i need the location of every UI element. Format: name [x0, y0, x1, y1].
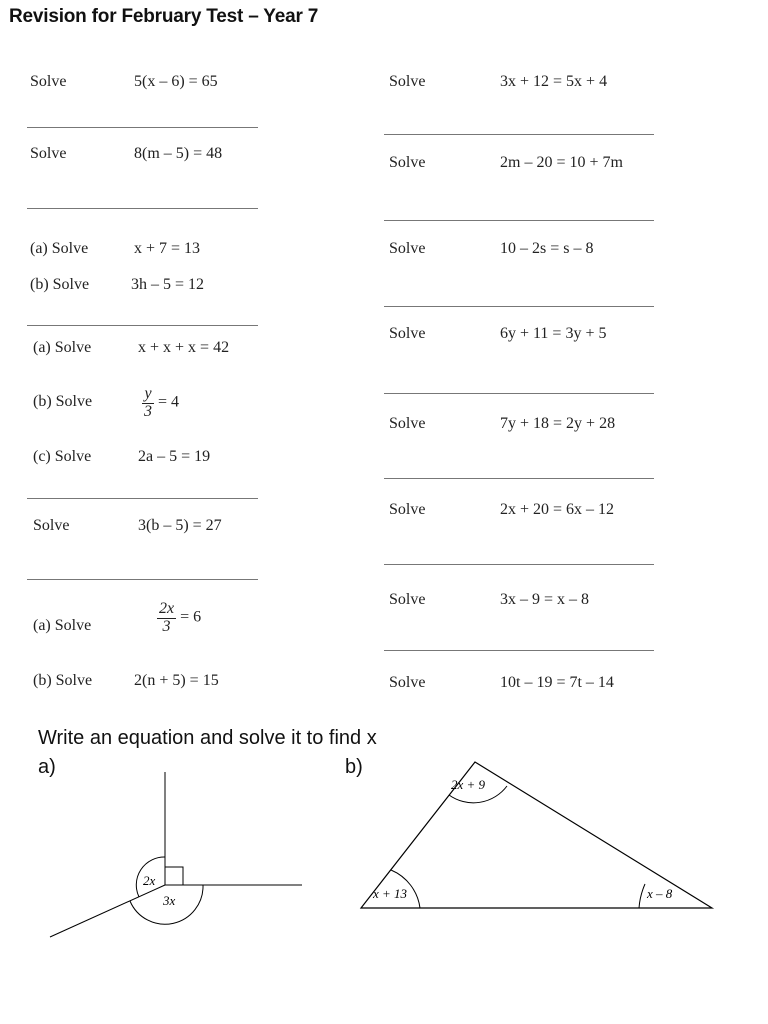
- question-label: (a) Solve: [33, 339, 92, 356]
- question-label: (b) Solve: [33, 672, 93, 689]
- top-angle-label: 2x + 9: [451, 777, 486, 792]
- angle-label-3x: 3x: [163, 893, 176, 908]
- question-equation: 6y + 11 = 3y + 5: [500, 325, 607, 342]
- question-label: Solve: [389, 501, 426, 518]
- question-label: (b) Solve: [33, 393, 93, 410]
- question-label: Solve: [30, 145, 67, 162]
- question-equation: 2a – 5 = 19: [138, 448, 211, 465]
- question-equation: 3h – 5 = 12: [131, 276, 205, 293]
- part-a-label: a): [38, 756, 56, 778]
- fraction-numerator: y: [142, 386, 154, 404]
- question-equation: = 4: [154, 393, 180, 411]
- fraction-denominator: 3: [162, 618, 171, 635]
- angle-label-2x: 2x: [143, 873, 156, 888]
- question-equation: 10 – 2s = s – 8: [500, 240, 594, 257]
- left-angle-label: x + 13: [373, 886, 408, 901]
- question-label: (c) Solve: [33, 448, 92, 465]
- question-equation: 7y + 18 = 2y + 28: [500, 415, 616, 432]
- question-equation: 3x – 9 = x – 8: [500, 591, 590, 608]
- question-label: Solve: [389, 325, 426, 342]
- fraction-numerator: 2x: [159, 600, 175, 617]
- question-equation: 10t – 19 = 7t – 14: [500, 674, 614, 691]
- question-label: Solve: [389, 240, 426, 257]
- question-label: Solve: [33, 517, 70, 534]
- right-angle-arc: [639, 884, 645, 908]
- question-label: Solve: [389, 73, 426, 90]
- question-label: Solve: [389, 154, 426, 171]
- task-instruction: Write an equation and solve it to find x: [38, 727, 377, 749]
- question-label: Solve: [30, 73, 67, 90]
- question-equation: 3x + 12 = 5x + 4: [500, 73, 608, 90]
- question-label: Solve: [389, 415, 426, 432]
- question-label: Solve: [389, 591, 426, 608]
- fraction-denominator: 3: [144, 403, 152, 420]
- question-equation: = 6: [176, 608, 202, 626]
- question-equation: x + x + x = 42: [138, 339, 230, 356]
- question-label: (a) Solve: [33, 617, 92, 634]
- right-angle-label: x – 8: [647, 886, 673, 901]
- question-label: Solve: [389, 674, 426, 691]
- question-label: (a) Solve: [30, 240, 89, 257]
- question-label: (b) Solve: [30, 276, 90, 293]
- part-b-label: b): [345, 756, 363, 778]
- question-equation: 2m – 20 = 10 + 7m: [500, 154, 623, 171]
- question-equation: x + 7 = 13: [134, 240, 201, 257]
- question-equation: 8(m – 5) = 48: [134, 145, 223, 162]
- question-equation: 3(b – 5) = 27: [138, 517, 222, 534]
- question-equation: 5(x – 6) = 65: [134, 73, 218, 90]
- question-equation: 2x + 20 = 6x – 12: [500, 501, 615, 518]
- question-equation: 2(n + 5) = 15: [134, 672, 219, 689]
- page-title: Revision for February Test – Year 7: [9, 6, 319, 27]
